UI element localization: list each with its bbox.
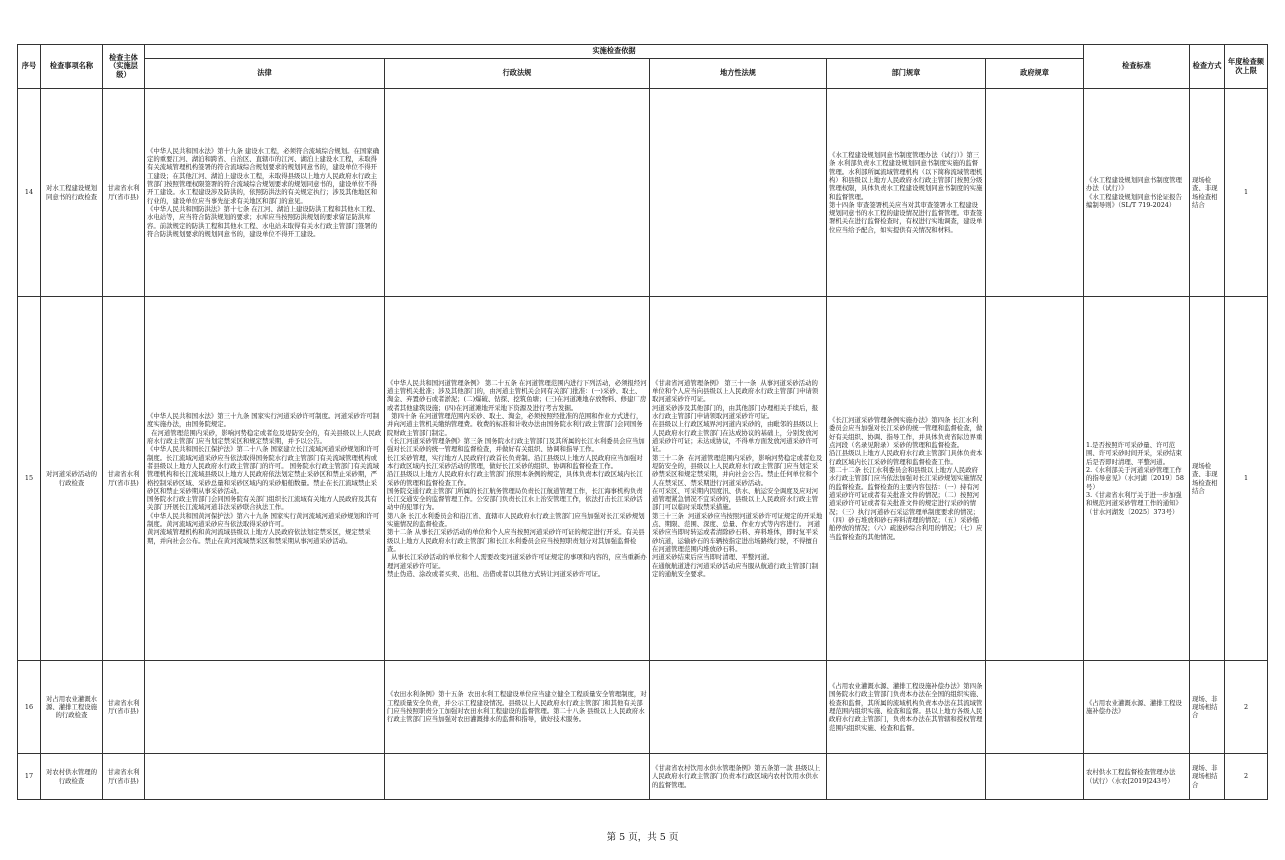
header-subject: 检查主体（实施层级） [103, 45, 145, 89]
row-method: 现场检查、非现场检查相结合 [1190, 89, 1225, 297]
table-row [18, 89, 1268, 297]
header-gov-rule: 政府规章 [986, 59, 1084, 89]
header-basis-group: 实施检查依据 [145, 45, 1084, 59]
row-seq: 14 [18, 89, 41, 297]
row-item-name: 对农村供水管理的行政检查 [41, 754, 103, 800]
header-dept-rule: 部门规章 [827, 59, 986, 89]
row-frequency: 2 [1225, 754, 1268, 800]
row-dept-rule: 《长江河道采砂管理条例实施办法》第四条 长江水利委员会应当加强对长江采砂的统一管理和监督检查，做好有关组织、协调、指导工作，并具体负责省际边界重点河段（名录见附录）采砂的管理和监督检查。 沿江县级以上地方人民政府水行政主管部门具体负责本行政区域内长江采砂的管理和监督检查工作。 第二十二条 长江水利委员会和县级以上地方人民政府水行政主管部门应当依法加强对长江采砂规划实施情况的监督检查。监督检查的主要内容包括：（一）持有河道采砂许可证或者有关批准文件的情况；（二）按照河道采砂许可证或者有关批准文件的规定进行采砂的情况；（三）执行河道砂石采运管理单制度要求的情况；（四）砂石堆放和砂石弃料清理的情况；（五）采砂船舶停放的情况；（六）疏浚砂综合利用的情况；（七）应当监督检查的其他情况。 [829, 416, 983, 541]
row-frequency: 1 [1225, 297, 1268, 661]
row-method: 现场检查、非现场检查相结合 [1190, 297, 1225, 661]
table-row [18, 297, 1268, 661]
header-local-regulation: 地方性法规 [650, 59, 827, 89]
row-local-regulation: 《甘肃省河道管理条例》 第三十一条 从事河道采砂活动的单位和个人应当向县级以上人民政府水行政主管部门申请领取河道采砂许可证。 河道采砂涉及其他部门的，由其他部门办理相关手续后，报水行政主管部门申请领取河道采砂许可证。 在县级以上行政区域界河河道内采砂的，由毗邻的县级以上人民政府水行政主管部门在达成协议的基础上，分别发放河道采砂许可证；未达成协议，不得单方面发放河道采砂许可证。 第三十二条 在河道管理范围内采砂，影响河势稳定或者危及堤防安全的，县级以上人民政府水行政主管部门应当划定采砂禁采区和规定禁采期，并向社会公告。禁止任何单位和个人在禁采区、禁采期进行河道采砂活动。 在可采区、可采期内因度汛、供水、航运安全调度及应对河道管理紧急情况不宜采砂的，县级以上人民政府水行政主管部门可以临时采取禁采措施。 第三十三条 河道采砂应当按照河道采砂许可证规定的开采地点、期限、范围、深度、总量、作业方式等内容进行。 河道采砂应当即时转运或者清除砂石料、弃料堆体，即时复平采砂坑道，运输砂石的车辆按指定进出场路线行驶，不得擅自在河道管理范围内堆放砂石料。 河道采砂结束后应当即时清理、平整河道。 在通航航道进行河道采砂活动应当服从航道行政主管部门制定的通航安全要求。 [652, 378, 823, 579]
row-admin-regulation: 《农田水利条例》第十五条 农田水利工程建设单位应当建立健全工程质量安全管理制度，对工程质量安全负责，并公示工程建设情况。县级以上人民政府水行政主管部门和其他有关部门应当按照职责分工加强对农田水利工程建设的监督管理。第二十八条 县级以上人民政府水行政主管部门应当加强对农田灌溉排水的监督和指导，做好技术服务。 [387, 690, 647, 724]
row-seq: 17 [18, 754, 41, 800]
row-method: 现场、非现场相结合 [1190, 754, 1225, 800]
header-admin-regulation: 行政法规 [385, 59, 650, 89]
row-item-name: 对水工程建设规划同意书的行政检查 [41, 89, 103, 297]
row-item-name: 对占用农业灌溉水源、灌排工程设施的行政检查 [41, 661, 103, 754]
header-seq: 序号 [18, 45, 41, 89]
header-method: 检查方式 [1190, 45, 1225, 89]
row-standard: 《占用农业灌溉水源、灌排工程设施补偿办法》 [1086, 698, 1182, 715]
row-standard: 1.是否按照许可采砂量、许可范围、许可采砂时间开采，采砂结束后是否即时清理、平整河道。 2.《水利部关于河道采砂管理工作的指导意见》（水河湖〔2019〕58号） 3.《甘肃省水利厅关于进一步加强和规范河道采砂管理工作的通知》（甘水河湖发〔2025〕373号） [1086, 441, 1184, 516]
row-seq: 16 [18, 661, 41, 754]
table-row [18, 661, 1268, 754]
inspection-basis-table [17, 44, 1268, 800]
row-dept-rule: 《占用农业灌溉水源、灌排工程设施补偿办法》第四条 国务院水行政主管部门负责本办法在全国的组织实施、检查和监督，其所属的流域机构负责本办法在其流域管理范围内组织实施、检查和监督。县以上地方各级人民政府水行政主管部门，负责本办法在其管辖和授权管理范围内组织实施、检查和监督。 [829, 682, 985, 732]
header-standard: 检查标准 [1084, 45, 1190, 89]
row-dept-rule: 《水工程建设规划同意书制度管理办法（试行）》第三条 水利部负责水工程建设规划同意书制度实施的监督管理。水利部所属流域管理机构（以下简称流域管理机构）和县级以上地方人民政府水行政主管部门按照分级管理权限，具体负责水工程建设规划同意书制度的实施和监督管理。 第十四条 审查签署机关应当对其审查签署水工程建设规划同意书的水工程的建设情况进行监督管理。审查签署机关在进行监督检查时，有权进行实地调查，建设单位应当给予配合，如实提供有关情况和材料。 [829, 150, 983, 234]
row-admin-regulation: 《中华人民共和国河道管理条例》 第二十五条 在河道管理范围内进行下列活动，必须报经河道主管机关批准；涉及其他部门的，由河道主管机关会同有关部门批准：(一)采砂、取土、淘金、弃置砂石或者淤泥；(二)爆破、钻探、挖筑鱼塘；(三)在河道滩地存放物料、修建厂房或者其他建筑设施；(四)在河道滩地开采地下资源及进行考古发掘。 第四十条 在河道管理范围内采砂、取土、淘金，必须按照经批准的范围和作业方式进行，并向河道主管机关缴纳管理费。收费的标准和计收办法由国务院水利行政主管部门会同国务院财政主管部门制定。 《长江河道采砂管理条例》第三条 国务院水行政主管部门及其所属的长江水利委员会应当加强对长江采砂的统一管理和监督检查，并做好有关组织、协调和指导工作。 长江采砂管理，实行地方人民政府行政首长负责制。沿江县级以上地方人民政府应当加强对本行政区域内长江采砂活动的管理，做好长江采砂的组织、协调和监督检查工作。 沿江县级以上地方人民政府水行政主管部门依照本条例的规定，具体负责本行政区域内长江采砂的管理和监督检查工作。 国务院交通行政主管部门所属的长江航务管理局负责长江航道管理工作，长江海事机构负责长江交通安全的监督管理工作。公安部门负责长江水上治安管理工作，依法打击长江采砂活动中的犯罪行为。 第八条 长江水利委员会和沿江省、直辖市人民政府水行政主管部门应当加强对长江采砂规划实施情况的监督检查。 第十二条 从事长江采砂活动的单位和个人应当按照河道采砂许可证的规定进行开采。有关县级以上地方人民政府水行政主管部门和长江水利委员会应当按照职责划分对其加强监督检查。 从事长江采砂活动的单位和个人需要改变河道采砂许可证规定的事项和内容的，应当重新办理河道采砂许可证。 禁止伪造、涂改或者买卖、出租、出借或者以其他方式转让河道采砂许可证。 [387, 378, 647, 579]
row-method: 现场、非现场相结合 [1190, 661, 1225, 754]
row-frequency: 2 [1225, 661, 1268, 754]
page-number: 第 5 页，共 5 页 [606, 832, 679, 843]
row-standard: 《水工程建设规划同意书制度管理办法（试行）》 《水工程建设规划同意书论证报告编制导则》（SL/T 719-2024） [1086, 175, 1182, 209]
row-seq: 15 [18, 297, 41, 661]
header-law: 法律 [145, 59, 385, 89]
header-item-name: 检查事项名称 [41, 45, 103, 89]
row-frequency: 1 [1225, 89, 1268, 297]
row-law: 《中华人民共和国水法》第三十九条 国家实行河道采砂许可制度。河道采砂许可制度实施办法，由国务院规定。 在河道管理范围内采砂，影响河势稳定或者危及堤防安全的，有关县级以上人民政府水行政主管部门应当划定禁采区和规定禁采期，并予以公告。 《中华人民共和国长江保护法》第二十八条 国家建立长江流域河道采砂规划和许可制度。长江流域河道采砂应当依法取得国务院水行政主管部门有关流域管理机构或者县级以上地方人民政府水行政主管部门的许可。 国务院水行政主管部门有关流域管理机构和长江流域县级以上地方人民政府依法划定禁止采砂区和禁止采砂期，严格控制采砂区域、采砂总量和采砂区域内的采砂船舶数量。禁止在长江流域禁止采砂区和禁止采砂期从事采砂活动。 国务院水行政主管部门会同国务院有关部门组织长江流域有关地方人民政府及其有关部门开展长江流域河道非法采砂联合执法工作。 《中华人民共和国黄河保护法》第六十九条 国家实行黄河流域河道采砂规划和许可制度。黄河流域河道采砂应当依法取得采砂许可。 黄河流域管理机构和黄河流域县级以上地方人民政府依法划定禁采区，规定禁采期，并向社会公布。禁止在黄河流域禁采区和禁采期从事河道采砂活动。 [147, 411, 382, 545]
row-local-regulation: 《甘肃省农村饮用水供水管理条例》第五条第一款 县级以上人民政府水行政主管部门负责本行政区域内农村饮用水供水的监督管理。 [652, 764, 821, 789]
row-subject: 甘肃省水利厅(省市县) [103, 89, 145, 297]
row-standard: 农村供水工程监督检查管理办法（试行）（水农[2019]243号） [1086, 768, 1176, 785]
table-row [18, 754, 1268, 800]
row-subject: 甘肃省水利厅(省市县) [103, 297, 145, 661]
row-law: 《中华人民共和国水法》第十九条 建设水工程，必须符合流域综合规划。在国家确定的重要江河、湖泊和跨省、自治区、直辖市的江河、湖泊上建设水工程，未取得有关流域管理机构签署的符合流域综合规划要求的规划同意书的，建设单位不得开工建设；在其他江河、湖泊上建设水工程，未取得县级以上地方人民政府水行政主管部门按照管理权限签署的符合流域综合规划要求的规划同意书的，建设单位不得开工建设。水工程建设涉及防洪的，依照防洪法的有关规定执行；涉及其他地区和行业的，建设单位应当事先征求有关地区和部门的意见。 《中华人民共和国防洪法》第十七条 在江河、湖泊上建设防洪工程和其他水工程、水电站等，应当符合防洪规划的要求；水库应当按照防洪规划的要求留足防洪库容。前款规定的防洪工程和其他水工程、水电站未取得有关水行政主管部门签署的符合防洪规划要求的规划同意书的，建设单位不得开工建设。 [147, 146, 380, 238]
row-subject: 甘肃省水利厅(省市县) [103, 661, 145, 754]
header-frequency: 年度检查频次上限 [1225, 45, 1268, 89]
row-item-name: 对河道采砂活动的行政检查 [41, 297, 103, 661]
row-subject: 甘肃省水利厅(省市县) [103, 754, 145, 800]
